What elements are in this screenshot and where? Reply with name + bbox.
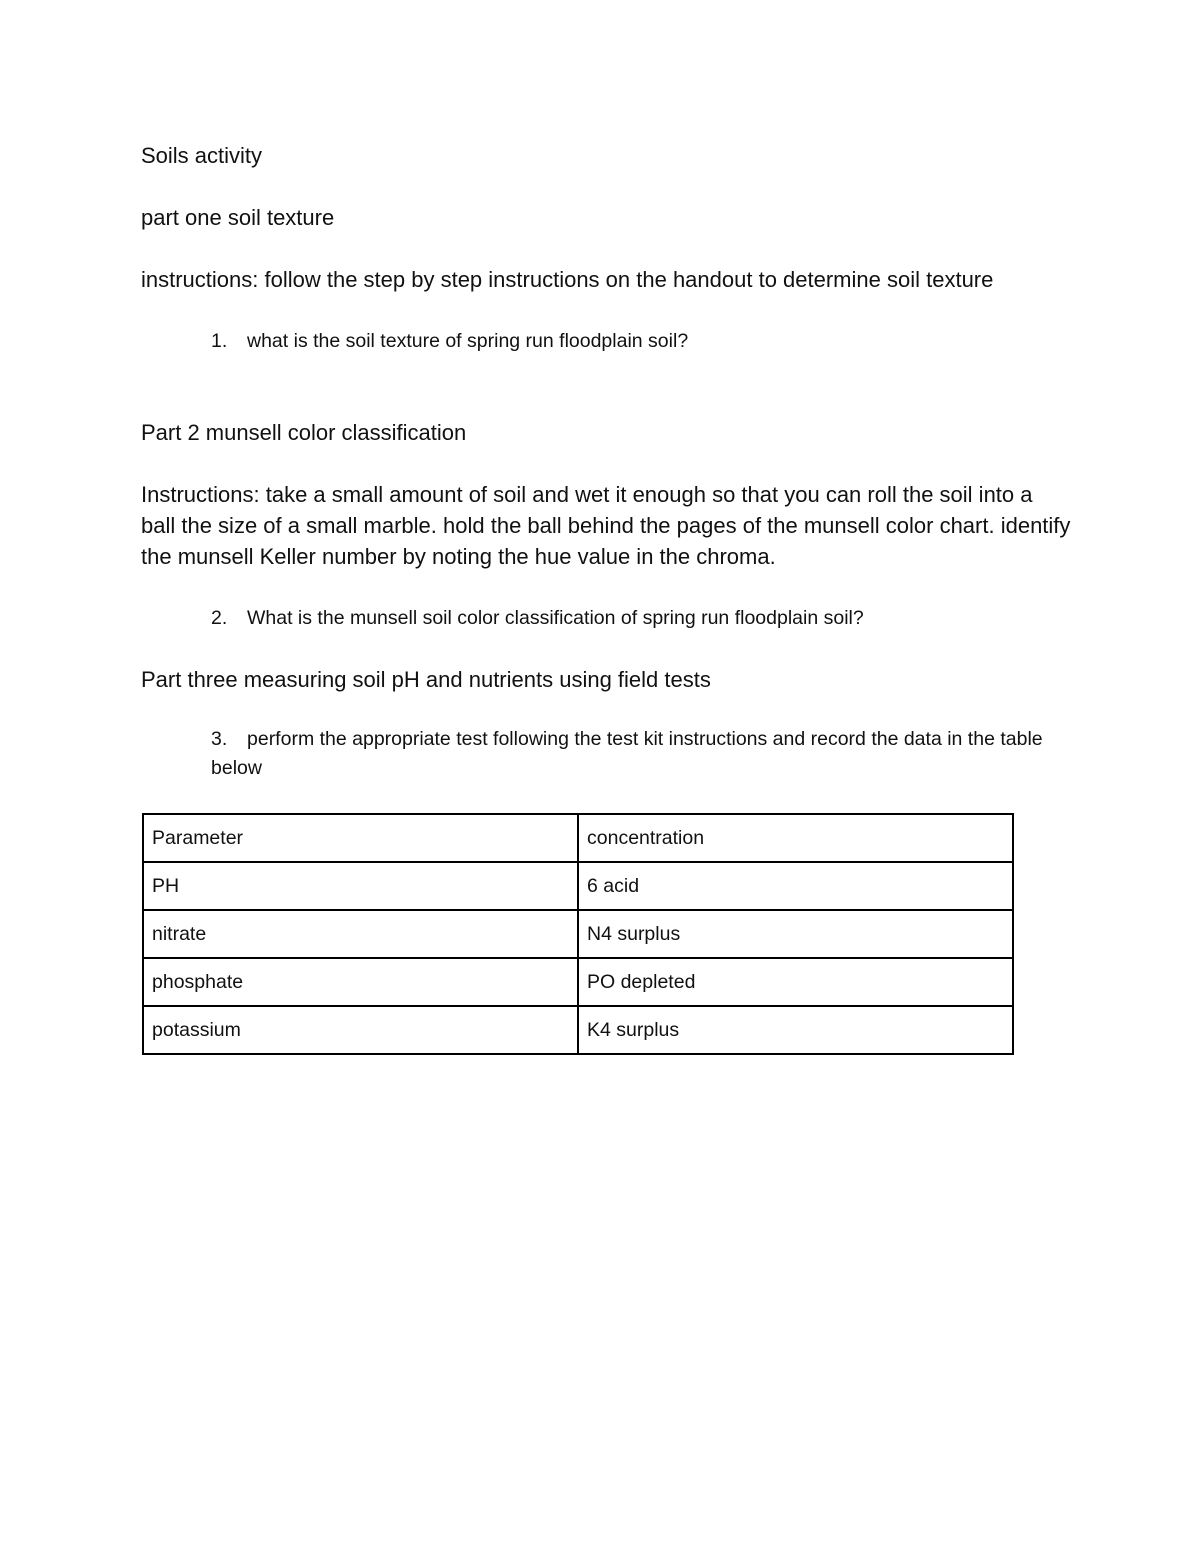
table-cell: PH [143,862,578,910]
part2-heading: Part 2 munsell color classification [141,420,467,445]
question-1-text: what is the soil texture of spring run floodplain soil? [247,330,689,352]
question-2 [211,604,864,633]
table-header-row [143,814,1013,862]
table-row [143,1006,1013,1054]
question-2-text: What is the munsell soil color classification of spring run floodplain soil? [247,607,864,629]
question-1-number: 1. [211,330,228,352]
part1-heading: part one soil texture [141,205,335,230]
question-3-number: 3. [211,728,228,750]
table-cell: phosphate [143,958,578,1006]
table-row [143,958,1013,1006]
table-header-cell: Parameter [143,814,578,862]
table-cell: K4 surplus [578,1006,1013,1054]
table-cell: N4 surplus [578,910,1013,958]
part3-heading: Part three measuring soil pH and nutrients using field tests [141,667,711,692]
part2-instructions: Instructions: take a small amount of soil and wet it enough so that you can roll the soil into a ball the size of a small marble. hold the ball behind the pages of the munsell color chart. identify the munsell Keller number by noting the hue value in the chroma. [141,482,1071,569]
part1-instructions: instructions: follow the step by step instructions on the handout to determine soil texture [141,267,994,292]
soil-data-table [142,813,1014,1055]
table-cell: potassium [143,1006,578,1054]
table-row [143,862,1013,910]
table-cell: nitrate [143,910,578,958]
table-cell: PO depleted [578,958,1013,1006]
table-cell: 6 acid [578,862,1013,910]
question-1 [211,327,688,356]
table-header-cell: concentration [578,814,1013,862]
question-3 [211,725,1061,783]
table-row [143,910,1013,958]
question-2-number: 2. [211,607,228,629]
document-title: Soils activity [141,143,263,168]
question-3-text: perform the appropriate test following the test kit instructions and record the data in the table below [211,728,1043,779]
